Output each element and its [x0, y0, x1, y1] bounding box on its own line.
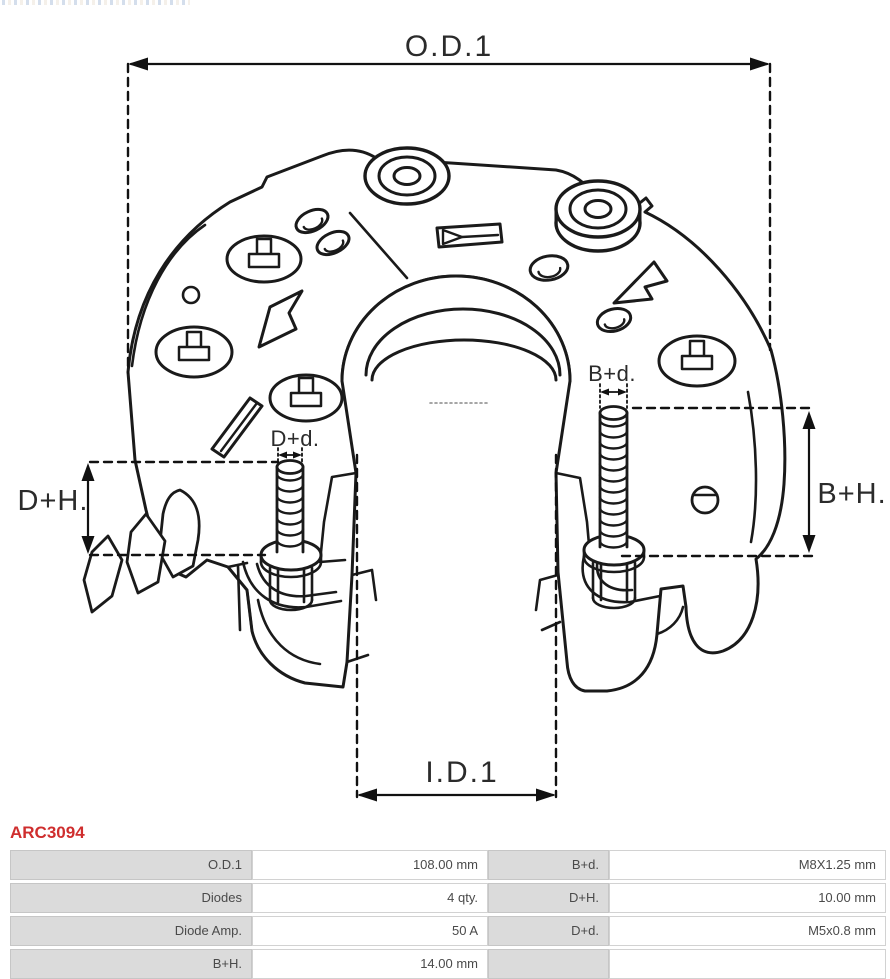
spec-value: 10.00 mm — [609, 883, 886, 913]
spec-value — [609, 949, 886, 979]
bd-label: B+d. — [588, 361, 636, 386]
spec-value: 4 qty. — [252, 883, 488, 913]
mounting-tabs — [84, 490, 199, 612]
diode-pad — [270, 375, 342, 421]
diode-pad — [659, 336, 735, 386]
spec-value: 50 A — [252, 916, 488, 946]
od1-label: O.D.1 — [404, 30, 494, 63]
spec-label: D+d. — [488, 916, 609, 946]
spec-label: Diodes — [10, 883, 252, 913]
bh-label: B+H. — [817, 478, 887, 510]
diode-pad — [156, 327, 232, 377]
dh-label: D+H. — [17, 485, 89, 517]
dd-label: D+d. — [270, 426, 320, 451]
dimension-id1 — [357, 455, 556, 802]
part-number: ARC3094 — [10, 823, 85, 842]
spec-value: M5x0.8 mm — [609, 916, 886, 946]
spec-label — [488, 949, 609, 979]
spec-label: B+H. — [10, 949, 252, 979]
spec-table — [10, 850, 886, 979]
terminal-boss-left — [365, 148, 449, 204]
spec-label: D+H. — [488, 883, 609, 913]
terminal-boss-right — [556, 181, 640, 251]
spec-label: O.D.1 — [10, 850, 252, 880]
rectifier-body — [84, 150, 785, 691]
id1-label: I.D.1 — [425, 756, 499, 789]
slot-with-arrow — [437, 224, 502, 247]
spec-label: B+d. — [488, 850, 609, 880]
spec-value: 108.00 mm — [252, 850, 488, 880]
spec-value: M8X1.25 mm — [609, 850, 886, 880]
spec-value: 14.00 mm — [252, 949, 488, 979]
spec-label: Diode Amp. — [10, 916, 252, 946]
diode-pad — [227, 236, 301, 282]
partial-logo — [2, 0, 190, 5]
